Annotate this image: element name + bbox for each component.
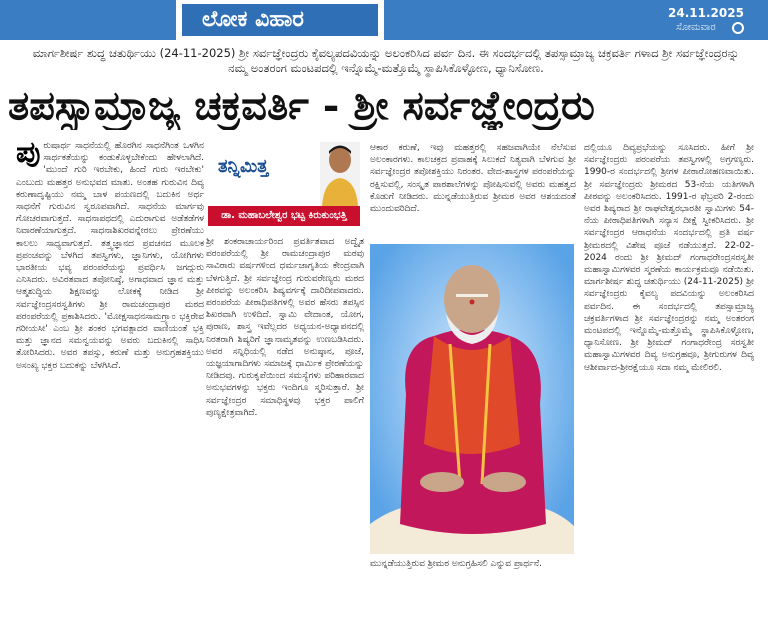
caption-text: ಮುನ್ನಡೆಯುತ್ತಿರುವ ಶ್ರೀಮಠ ಅನುಗ್ರಹಿಸಲಿ ಎನ್ನುವ ಪ್ರಾರ್ಥನೆ. (370, 559, 542, 569)
issue-date: 24.11.2025 (668, 6, 744, 20)
article-column-4 (584, 142, 754, 628)
dropcap: ಪು (16, 140, 41, 170)
article-intro: ಮಾರ್ಗಶೀರ್ಷ ಶುದ್ಧ ಚತುರ್ಥಿಯು (24-11-2025) ಶ್ರೀ ಸರ್ವಜ್ಞೇಂದ್ರರು ಕೈವಲ್ಯಪದವಿಯನ್ನು ಅಲಂಕರಿಸಿದ ಪರ್ವ ದಿನ. ಈ ಸಂದರ್ಭದಲ್ಲಿ ತಪಸ್ಸಾಮ್ರಾಜ್ಯ ಚಕ್ರವರ್ತಿ ಗಳಾದ ಶ್ರೀ ಸರ್ವಜ್ಞೇಂದ್ರರನ್ನು ನಮ್ಮ ಅಂತರಂಗ ಮಂಟಪದಲ್ಲಿ ಇನ್ನೊಮ್ಮೆ-ಮತ್ತೊಮ್ಮೆ ಸ್ಥಾಪಿಸಿಕೊಳ್ಳೋಣ, ಧ್ಯಾನಿಸೋಣ. (32, 46, 740, 75)
section-tab (176, 0, 384, 40)
article-column-2 (206, 236, 364, 628)
column-label: ತನ್ನಿಮಿತ್ತ (218, 156, 269, 177)
column-1-text: ರುಷಾರ್ಥ ಸಾಧನೆಯಲ್ಲಿ ಹೊರಗಿನ ಸಾಧನೆಗಿಂತ ಒಳಗಿನ ಸಾರ್ಥಕತೆಯನ್ನು ಕಂಡುಕೊಳ್ಳಬೇಕೆಂದು ಹೇಳಲಾಗಿದೆ. 'ಮುಂದೆ ಗುರಿ ಇರಬೇಕು, ಹಿಂದೆ ಗುರು ಇರಬೇಕು' ಎಂಬುದು ಮಹತ್ತರ ಅನುಭವದ ಮಾತು. ಅಂತಹ ಗುರುವಿನ ದಿವ್ಯ ಕರುಣಾದೃಷ್ಟಿಯು ನಮ್ಮ ಬಾಳ ಪಯಣದಲ್ಲಿ ಬದುಕಿನ ಅರ್ಥ ಸಾಧನೆಗೆ ಗುರುವಿನ ಸ್ವರೂಪವಾಗಿದೆ. ಸಾಧನೆಯ ಮಾರ್ಗವು ಗೋಚರವಾಗುತ್ತದೆ. ಸಾಧನಾಪಥದಲ್ಲಿ ಎದುರಾಗುವ ಅಡೆತಡೆಗಳ ನಿವಾರಣೆಯಾಗುತ್ತದೆ. ಸಾಧನಾಶಿಖರವನ್ನೇರಲು ಪ್ರೇರಣೆಯು ಕಾಲಲು ಸಾಧ್ಯವಾಗುತ್ತದೆ. ತತ್ತ್ವಜ್ಞಾನದ ಪ್ರವಚನದ ಮೂಲಕ ಪ್ರಪಂಚವನ್ನು ಬೆಳಗಿದ ತಪಸ್ವಿಗಳು, ಜ್ಞಾನಿಗಳು, ಯೋಗಿಗಳು ಭಾರತೀಯ ಭವ್ಯ ಪರಂಪರೆಯನ್ನು ಪ್ರವರ್ಧಿಸಿ ಜಗದ್ಗುರು ಎನಿಸಿದರು. ಅವಿರತವಾದ ತಪೋನಿಷ್ಠೆ, ಅಗಾಧವಾದ ಜ್ಞಾನ ಮತ್ತು ಆತ್ಮಶುದ್ಧಿಯ ಶಿಕ್ಷಣವನ್ನು ಲೋಕಕ್ಕೆ ನೀಡಿದ ಶ್ರೀ ಸರ್ವಜ್ಞೇಂದ್ರಸರಸ್ವತಿಗಳು ಶ್ರೀ ರಾಮಚಂದ್ರಾಪುರ ಮಠದ ಪರಂಪರೆಯಲ್ಲಿ ಪ್ರಕಾಶಿಸಿದರು. 'ಮೋಕ್ಷಸಾಧನಸಾಮಗ್ರ್ಯಾಂ ಭಕ್ತಿರೇವ ಗರೀಯಸೀ' ಎಂಬ ಶ್ರೀ ಶಂಕರ ಭಗವತ್ಪಾದರ ವಾಣಿಯಂತೆ ಭಕ್ತಿ ಮತ್ತು ಜ್ಞಾನದ ಸಮನ್ವಯವನ್ನು ಅವರು ಬದುಕಿನಲ್ಲಿ ಸಾಧಿಸಿ ತೋರಿಸಿದರು. ಅವರ ತಪಸ್ಸು, ಕರುಣೆ ಮತ್ತು ಅನುಗ್ರಹಶಕ್ತಿಯು ಅಸಂಖ್ಯ ಭಕ್ತರ ಬದುಕನ್ನು ಬೆಳಗಿಸಿದೆ. (16, 141, 204, 371)
swami-portrait (370, 244, 574, 554)
section-header (0, 0, 768, 40)
circle-icon (732, 22, 744, 34)
photo-caption (370, 558, 576, 630)
column-3-text: ಆಕಾರ ಕರುಣೆ, ಇವು ಮಹತ್ತರಲ್ಲಿ ಸಹಜವಾಗಿಯೇ ನೆಲೆಸುವ ಅಲಂಕಾರಗಳು. ಕಾಲಚಕ್ರದ ಪ್ರವಾಹಕ್ಕೆ ಸಿಲುಕದೆ ನಿತ್ಯವಾಗಿ ಬೆಳಗುವ ಶ್ರೀ ಸರ್ವಜ್ಞೇಂದ್ರರ ತಪೋಶಕ್ತಿಯು ನಿರಂತರ. ವೇದ-ಶಾಸ್ತ್ರಗಳ ಪರಂಪರೆಯನ್ನು ರಕ್ಷಿಸುವಲ್ಲಿ, ಸಂಸ್ಕೃತ ಪಾಠಶಾಲೆಗಳನ್ನು ಪೋಷಿಸುವಲ್ಲಿ ಅವರು ಮಹತ್ವದ ಕೊಡುಗೆ ನೀಡಿದರು. ಮುನ್ನಡೆಯುತ್ತಿರುವ ಶ್ರೀಮಠ ಅವರ ಆಶಯದಂತೆ ಮುಂದುವರಿದಿದೆ. (370, 143, 576, 215)
article-column-3 (370, 142, 576, 242)
issue-day: ಸೋಮವಾರ (676, 22, 716, 33)
author-name: ಡಾ. ಮಹಾಬಲೇಶ್ವರ ಭಟ್ಟ ಕಿರುಕುಂಭತ್ತಿ (208, 206, 360, 226)
article-column-1 (16, 140, 204, 628)
column-2-text: ಶ್ರೀ ಶಂಕರಾಚಾರ್ಯರಿಂದ ಪ್ರವರ್ತಿತವಾದ ಅದ್ವೈತ ಪರಂಪರೆಯಲ್ಲಿ ಶ್ರೀ ರಾಮಚಂದ್ರಾಪುರ ಮಠವು ಸಾವಿರಾರು ವರ್ಷಗಳಿಂದ ಧರ್ಮಜಾಗೃತಿಯ ಕೇಂದ್ರವಾಗಿ ಬೆಳಗುತ್ತಿದೆ. ಶ್ರೀ ಸರ್ವಜ್ಞೇಂದ್ರ ಗುರುವರೇಣ್ಯರು ಮಠದ ಪೀಠವನ್ನು ಅಲಂಕರಿಸಿ ಶಿಷ್ಯವರ್ಗಕ್ಕೆ ದಾರಿದೀಪವಾದರು. ಪರಂಪರೆಯ ಪೀಠಾಧಿಪತಿಗಳಲ್ಲಿ ಅವರ ಹೆಸರು ತಪಸ್ಸಿನ ಶಿಖರವಾಗಿ ಉಳಿದಿದೆ. ಸ್ವಾಮಿ ವೇದಾಂತ, ಯೋಗ, ಪುರಾಣ, ಶಾಸ್ತ್ರ ಇವೆಲ್ಲದರ ಅಧ್ಯಯನ-ಅಧ್ಯಾಪನದಲ್ಲಿ ನಿರತರಾಗಿ ಶಿಷ್ಯರಿಗೆ ಜ್ಞಾನಾಮೃತವನ್ನು ಉಣಬಡಿಸಿದರು. ಅವರ ಸನ್ನಿಧಿಯಲ್ಲಿ ನಡೆದ ಅನುಷ್ಠಾನ, ಪೂಜೆ, ಯಜ್ಞಯಾಗಾದಿಗಳು ಸಮಾಜಕ್ಕೆ ಧಾರ್ಮಿಕ ಪ್ರೇರಣೆಯನ್ನು ನೀಡಿದವು. ಗುರುಕೃಪೆಯಿಂದ ಸಮಸ್ಯೆಗಳು ಪರಿಹಾರವಾದ ಅನುಭವಗಳನ್ನು ಭಕ್ತರು ಇಂದಿಗೂ ಸ್ಮರಿಸುತ್ತಾರೆ. ಶ್ರೀ ಸರ್ವಜ್ಞೇಂದ್ರರ ಸಮಾಧಿಸ್ಥಳವು ಭಕ್ತರ ಪಾಲಿಗೆ ಪುಣ್ಯಕ್ಷೇತ್ರವಾಗಿದೆ. (206, 237, 364, 418)
author-photo (320, 142, 360, 206)
column-4-text: ದಲ್ಲಿಯೂ ದಿವ್ಯಪ್ರಭೆಯನ್ನು ಸೂಸಿದರು. ಹೀಗೆ ಶ್ರೀ ಸರ್ವಜ್ಞೇಂದ್ರರು ಪರಂಪರೆಯ ತಪಸ್ವಿಗಳಲ್ಲಿ ಅಗ್ರಗಣ್ಯರು. 1990-ರ ಸಂದರ್ಭದಲ್ಲಿ ಶ್ರೀಗಳ ಪೀಠಾರೋಹಣವಾಯಿತು. ಶ್ರೀ ಸರ್ವಜ್ಞೇಂದ್ರರು ಶ್ರೀಮಠದ 53-ನೆಯ ಯತಿಗಳಾಗಿ ಪೀಠವನ್ನು ಅಲಂಕರಿಸಿದರು. 1991-ರ ಫೆಬ್ರವರಿ 2-ರಂದು ಅವರ ಶಿಷ್ಯರಾದ ಶ್ರೀ ರಾಘವೇಶ್ವರಭಾರತೀ ಸ್ವಾಮಿಗಳು 54-ನೆಯ ಪೀಠಾಧಿಪತಿಗಳಾಗಿ ಸನ್ಯಾಸ ದೀಕ್ಷೆ ಸ್ವೀಕರಿಸಿದರು. ಶ್ರೀ ಸರ್ವಜ್ಞೇಂದ್ರರ ಆರಾಧನೆಯ ಸಂದರ್ಭದಲ್ಲಿ ಪ್ರತಿ ವರ್ಷ ಶ್ರೀಮಠದಲ್ಲಿ ವಿಶೇಷ ಪೂಜೆ ನಡೆಯುತ್ತದೆ. 22-02-2024 ರಂದು ಶ್ರೀ ಶ್ರೀಮದ್ ಗಂಗಾಧರೇಂದ್ರಸರಸ್ವತೀ ಮಹಾಸ್ವಾಮಿಗಳವರ ಸ್ಮರಣೆಯ ಕಾರ್ಯಕ್ರಮವೂ ನಡೆಯಿತು. ಮಾರ್ಗಶೀರ್ಷ ಶುದ್ಧ ಚತುರ್ಥಿಯು (24-11-2025) ಶ್ರೀ ಸರ್ವಜ್ಞೇಂದ್ರರು ಕೈವಲ್ಯ ಪದವಿಯನ್ನು ಅಲಂಕರಿಸಿದ ಪರ್ವದಿನ. ಈ ಸಂದರ್ಭದಲ್ಲಿ ತಪಸ್ಸಾಮ್ರಾಜ್ಯ ಚಕ್ರವರ್ತಿಗಳಾದ ಶ್ರೀ ಸರ್ವಜ್ಞೇಂದ್ರರನ್ನು ನಮ್ಮ ಅಂತರಂಗ ಮಂಟಪದಲ್ಲಿ ಇನ್ನೊಮ್ಮೆ-ಮತ್ತೊಮ್ಮೆ ಸ್ಥಾಪಿಸಿಕೊಳ್ಳೋಣ, ಧ್ಯಾನಿಸೋಣ. ಶ್ರೀ ಶ್ರೀಮದ್ ಗಂಗಾಧರೇಂದ್ರ ಸರಸ್ವತೀ ಮಹಾಸ್ವಾಮಿಗಳವರ ದಿವ್ಯ ಅನುಗ್ರಹವೂ, ಶ್ರೀಗುರುಗಳ ದಿವ್ಯ ಆಶೀರ್ವಾದ-ಶ್ರೀರಕ್ಷೆಯೂ ಸದಾ ನಮ್ಮ ಮೇಲಿರಲಿ. (584, 143, 754, 373)
byline-box (208, 142, 360, 228)
article-headline: ತಪಸ್ಸಾಮ್ರಾಜ್ಯ ಚಕ್ರವರ್ತಿ - ಶ್ರೀ ಸರ್ವಜ್ಞೇಂದ್ರರು (8, 82, 595, 129)
section-title: ಲೋಕ ವಿಹಾರ (182, 4, 378, 36)
